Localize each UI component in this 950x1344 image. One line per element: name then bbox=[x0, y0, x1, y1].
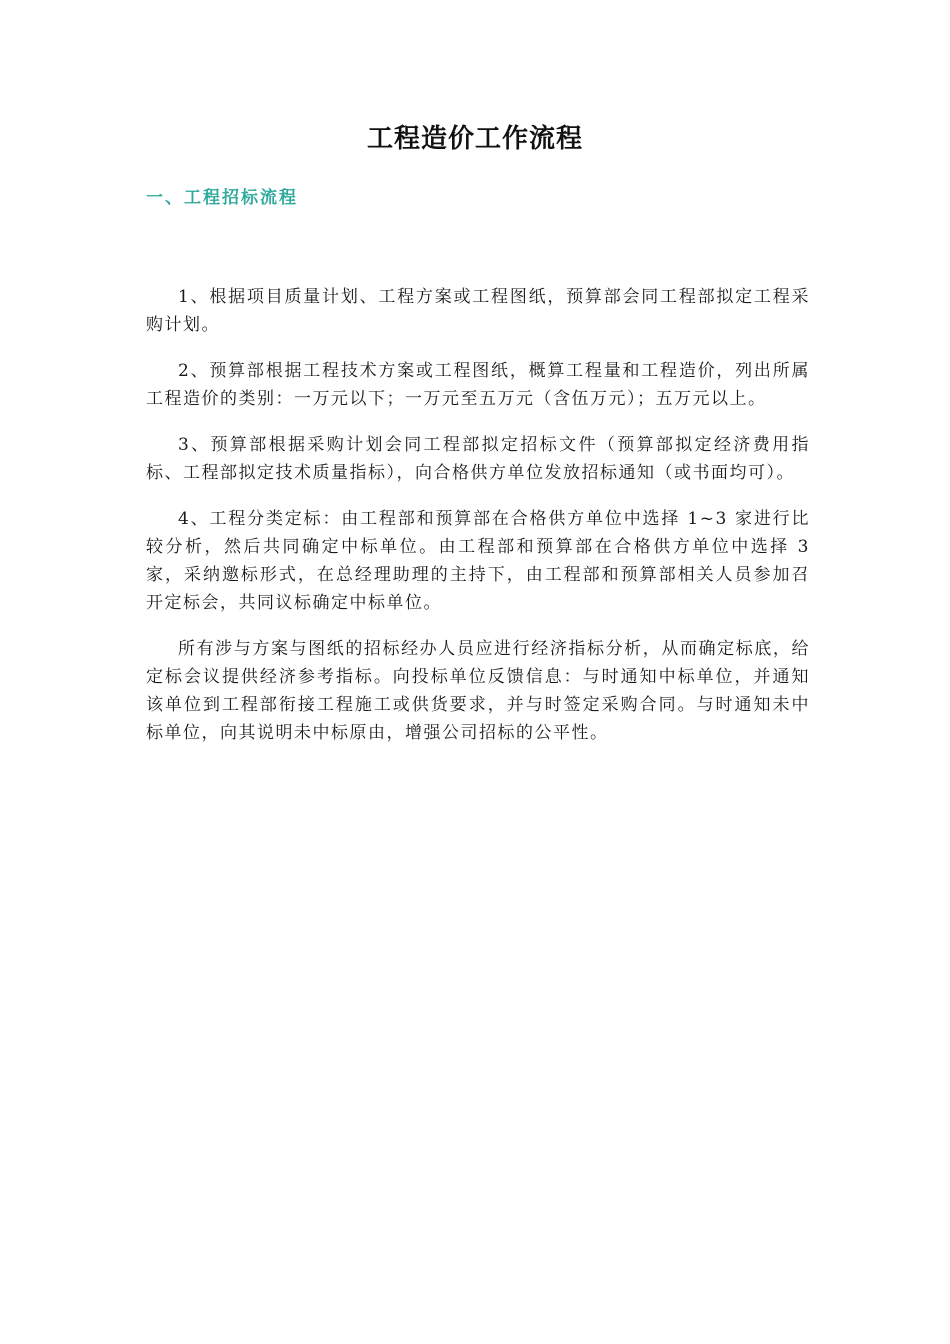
paragraph-step-1: 1、根据项目质量计划、工程方案或工程图纸，预算部会同工程部拟定工程采购计划。 bbox=[146, 287, 810, 335]
section-body bbox=[146, 283, 810, 765]
paragraph-step-2: 2、预算部根据工程技术方案或工程图纸，概算工程量和工程造价，列出所属工程造价的类别：一万元以下；一万元至五万元（含伍万元）；五万元以上。 bbox=[146, 361, 810, 409]
paragraph-summary: 所有涉与方案与图纸的招标经办人员应进行经济指标分析，从而确定标底，给定标会议提供经济参考指标。向投标单位反馈信息：与时通知中标单位，并通知该单位到工程部衔接工程施工或供货要求，并与时签定采购合同。与时通知未中标单位，向其说明未中标原由，增强公司招标的公平性。 bbox=[146, 639, 810, 743]
paragraph-step-4: 4、工程分类定标：由工程部和预算部在合格供方单位中选择 1~3 家进行比较分析，然后共同确定中标单位。由工程部和预算部在合格供方单位中选择 3 家，采纳邀标形式，在总经理助理的主持下，由工程部和预算部相关人员参加召开定标会，共同议标确定中标单位。 bbox=[146, 509, 810, 613]
paragraph-step-3: 3、预算部根据采购计划会同工程部拟定招标文件（预算部拟定经济费用指标、工程部拟定技术质量指标），向合格供方单位发放招标通知（或书面均可）。 bbox=[146, 435, 810, 483]
document-title: 工程造价工作流程 bbox=[366, 124, 583, 154]
section-heading: 一、工程招标流程 bbox=[146, 188, 298, 208]
